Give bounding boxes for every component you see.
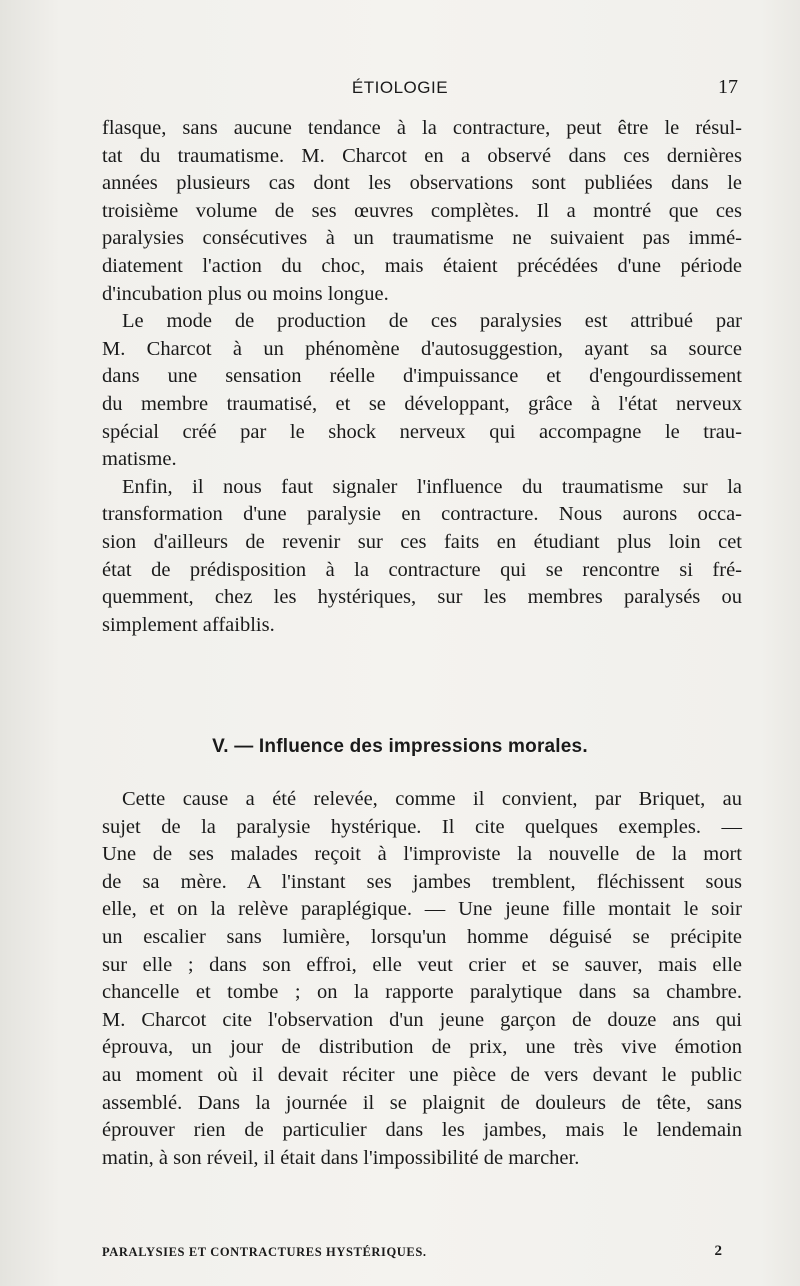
signature-number: 2 bbox=[714, 1243, 722, 1259]
text-line: d'incubation plus ou moins longue. bbox=[102, 282, 389, 305]
text-line: paralysies consécutives à un traumatisme ne suivaient pas immé- bbox=[102, 227, 742, 250]
text-line: état de prédisposition à la contracture qui se rencontre si fré- bbox=[102, 558, 742, 581]
text-line: sujet de la paralysie hystérique. Il cite quelques exemples. — bbox=[102, 815, 742, 838]
text-line: elle, et on la relève paraplégique. — Une jeune fille montait le soir bbox=[102, 898, 742, 921]
text-line: flasque, sans aucune tendance à la contracture, peut être le résul- bbox=[102, 117, 742, 139]
running-title: ÉTIOLOGIE bbox=[351, 78, 449, 97]
text-line: Cette cause a été relevée, comme il convient, par Briquet, au bbox=[122, 788, 742, 810]
body-text-top bbox=[102, 115, 742, 639]
text-line: Le mode de production de ces paralysies est attribué par bbox=[122, 310, 742, 333]
signature-mark: PARALYSIES ET CONTRACTURES HYSTÉRIQUES. bbox=[102, 1245, 427, 1259]
text-line: au moment où il devait réciter une pièce de vers devant le public bbox=[102, 1063, 742, 1086]
text-line: années plusieurs cas dont les observations sont publiées dans le bbox=[102, 172, 742, 195]
page-header bbox=[0, 76, 800, 100]
text-line: transformation d'une paralysie en contracture. Nous aurons occa- bbox=[102, 503, 742, 526]
text-line: diatement l'action du choc, mais étaient précédées d'une période bbox=[102, 254, 742, 277]
text-line: de sa mère. A l'instant ses jambes tremblent, fléchissent sous bbox=[102, 870, 742, 893]
text-line: dans une sensation réelle d'impuissance et d'engourdissement bbox=[102, 365, 742, 388]
text-line: matin, à son réveil, il était dans l'impossibilité de marcher. bbox=[102, 1146, 580, 1169]
text-line: chancelle et tombe ; on la rapporte paralytique dans sa chambre. bbox=[102, 981, 742, 1004]
text-line: troisième volume de ses œuvres complètes. Il a montré que ces bbox=[102, 199, 742, 222]
text-line: éprouver rien de particulier dans les jambes, mais le lendemain bbox=[102, 1119, 742, 1142]
text-line: quemment, chez les hystériques, sur les membres paralysés ou bbox=[102, 586, 742, 609]
text-line: Une de ses malades reçoit à l'improviste la nouvelle de la mort bbox=[102, 843, 742, 866]
text-line: du membre traumatisé, et se développant, grâce à l'état nerveux bbox=[102, 392, 742, 415]
text-line: matisme. bbox=[102, 448, 177, 471]
body-text-bottom bbox=[102, 786, 742, 1172]
text-line: M. Charcot à un phénomène d'autosuggestion, ayant sa source bbox=[102, 337, 742, 360]
text-line: un escalier sans lumière, lorsqu'un homme déguisé se précipite bbox=[102, 925, 742, 948]
page-footer bbox=[102, 1245, 742, 1263]
text-line: tat du traumatisme. M. Charcot en a observé dans ces dernières bbox=[102, 144, 742, 167]
text-line: sion d'ailleurs de revenir sur ces faits en étudiant plus loin cet bbox=[102, 530, 742, 553]
text-line: éprouva, un jour de distribution de prix, une très vive émotion bbox=[102, 1036, 742, 1059]
text-line: sur elle ; dans son effroi, elle veut crier et se sauver, mais elle bbox=[102, 953, 742, 976]
text-line: M. Charcot cite l'observation d'un jeune garçon de douze ans qui bbox=[102, 1008, 742, 1031]
section-heading: V. — Influence des impressions morales. bbox=[212, 736, 588, 757]
page-number: 17 bbox=[718, 76, 738, 98]
text-line: spécial créé par le shock nerveux qui accompagne le trau- bbox=[102, 420, 742, 443]
text-line: simplement affaiblis. bbox=[102, 613, 275, 636]
text-line: Enfin, il nous faut signaler l'influence du traumatisme sur la bbox=[122, 475, 742, 498]
text-line: assemblé. Dans la journée il se plaignit de douleurs de tête, sans bbox=[102, 1091, 742, 1114]
